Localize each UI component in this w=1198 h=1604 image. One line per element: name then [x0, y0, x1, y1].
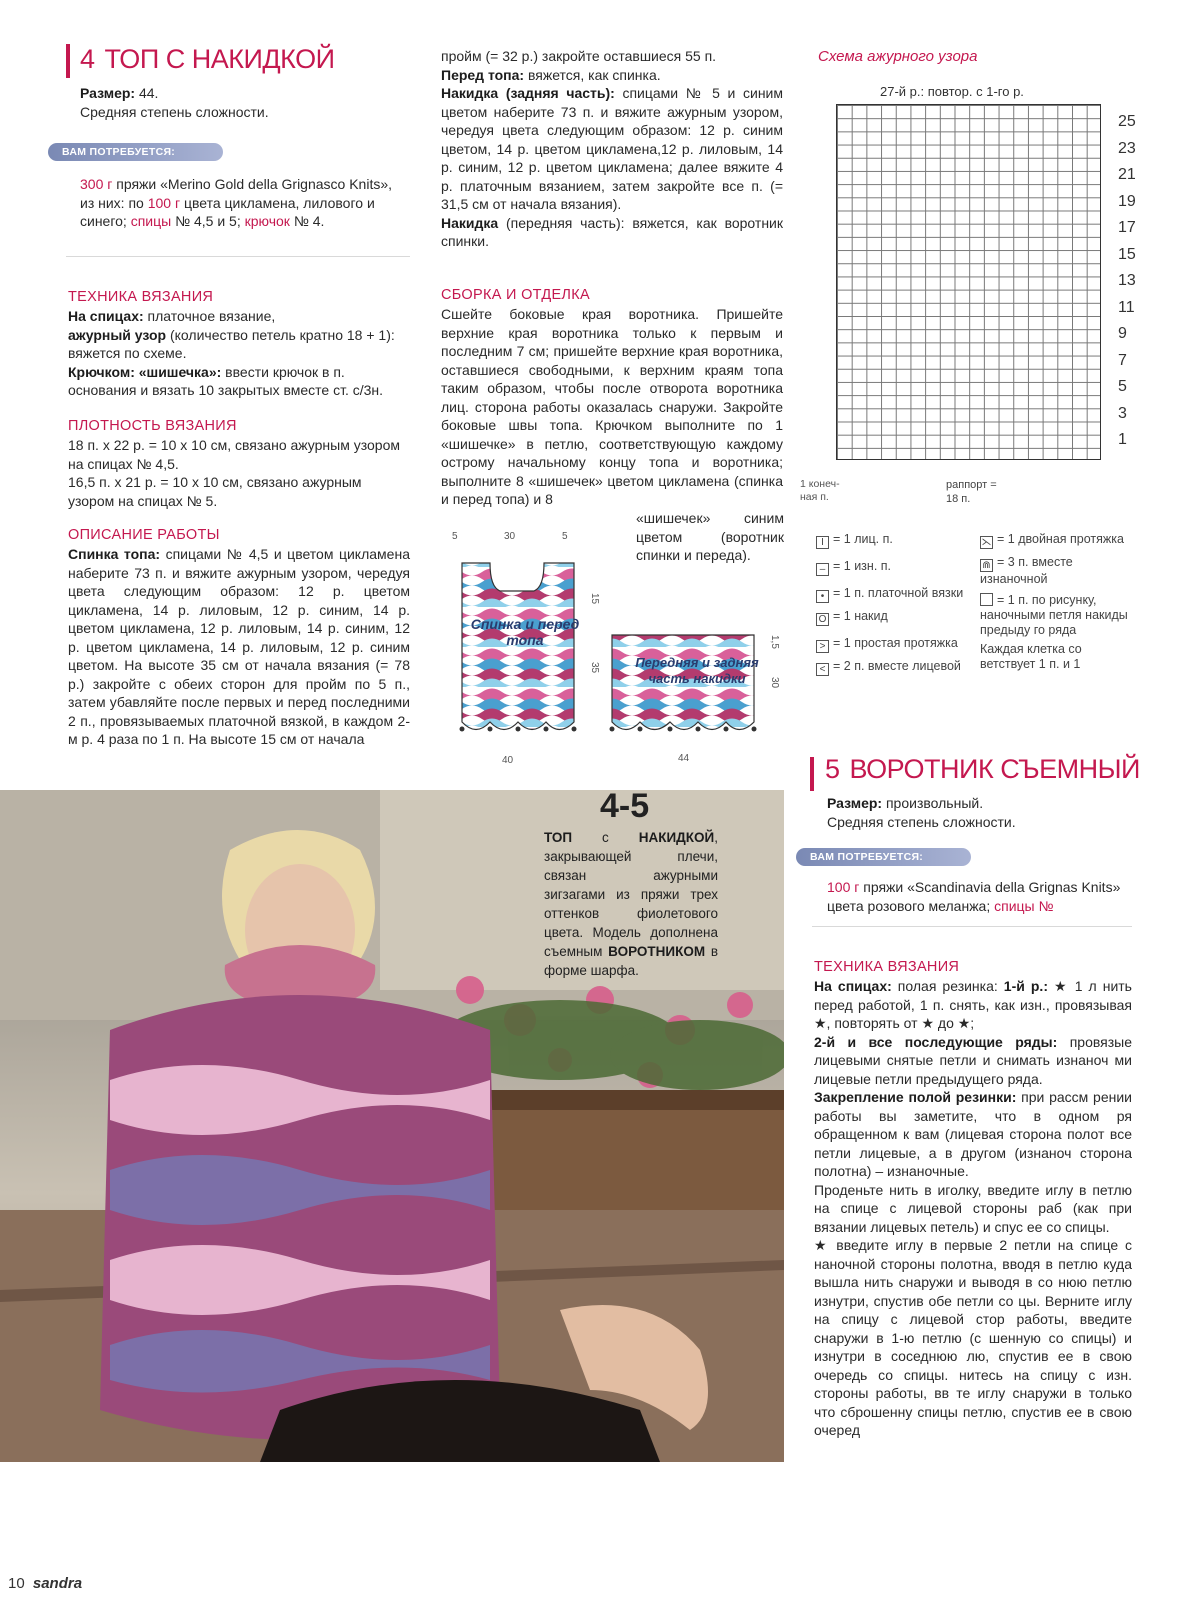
k2tog-icon: <	[816, 663, 829, 676]
chart-row-number: 15	[1118, 245, 1136, 263]
materials: 300 г пряжи «Merino Gold della Grignasco Knits», из них: по 100 г цвета цикламена, лилового и синего; спицы № 4,5 и 5; крючок № 4.	[80, 176, 393, 229]
divider-5	[812, 926, 1132, 927]
page-number: 10	[8, 1575, 25, 1592]
article5-size: Размер: произвольный. Средняя степень сложности.	[827, 795, 1016, 830]
chart-row-number: 21	[1118, 166, 1136, 183]
difficulty: Средняя степень сложности.	[80, 103, 269, 120]
article4-number: 4	[80, 44, 95, 74]
assembly-text: Сшейте боковые края воротника. Пришейте верхние края воротника только к первым и последним 7 см; пришейте верхние края воротника, оставшиеся свободными, к верхним краям топа таким образом, чтобы после отворота воротника лиц. сторона работы оказалась снаружи. Закройте боковые швы топа. Крючком выполните по 1 «шишечке» в петлю, соответствующую каждому острому начальному концу топа и воротника; выполните 8 «шишечек» цветом цикламена (спинка и перед топа) и 8	[441, 306, 783, 507]
article5-title: 5 ВОРОТНИК СЪЕМНЫЙ	[825, 754, 1140, 784]
schematic-label-right: Передняя и задняя часть накидки	[635, 655, 759, 686]
chart-row-number: 13	[1118, 272, 1136, 289]
chart-row-number: 25	[1118, 113, 1136, 130]
yarnover-symbol-icon: O	[816, 613, 829, 626]
p3tog-icon: ⋒	[980, 559, 993, 572]
dim-bottom-left: 40	[502, 755, 514, 766]
article5-tech-heading: ТЕХНИКА ВЯЗАНИЯ	[814, 959, 960, 975]
legend-right: ⋋ = 1 двойная протяжка ⋒ = 3 п. вместе изнаночной = 1 п. по рисунку, наночными петля накиды предыду го ряда Каждая клетка со ветствует 1 п. и 1	[980, 532, 1128, 671]
garment-schematic	[442, 527, 787, 772]
assembly-heading: СБОРКА И ОТДЕЛКА	[441, 287, 590, 303]
chart-row-number: 17	[1118, 219, 1136, 236]
need-badge: ВАМ ПОТРЕБУЕТСЯ:	[48, 143, 223, 161]
legend-left: I = 1 лиц. п. – = 1 изн. п. • = 1 п. платочной вязки O = 1 накид > = 1 простая протяжка < = 2 п. вместе лицевой	[816, 532, 966, 676]
chart-row-number: 1	[1118, 431, 1127, 448]
chart-title: Схема ажурного узора	[818, 48, 978, 65]
density-text: 18 п. х 22 р. = 10 х 10 см, связано ажурным узором на спицах № 4,5. 16,5 п. х 21 р. = 10 х 10 см, связано ажурным узором на спицах № 5.	[68, 437, 400, 509]
dim-bottom-right: 44	[678, 753, 690, 764]
assembly-end: «шишечек» синим цветом (воротник спинки и переда).	[636, 510, 784, 563]
tech-text: На спицах: платочное вязание, ажурный узор (количество петель кратно 18 + 1): вяжется по схеме. Крючком: «шишечка»: ввести крючок в п. основания и вязать 10 закрытых вместе ст. с/3н.	[68, 308, 395, 398]
chart-rapport: раппорт = 18 п.	[946, 479, 997, 505]
dim-right-top: 1,5	[769, 635, 780, 649]
dim-side-bottom: 35	[589, 662, 600, 674]
density-heading: ПЛОТНОСТЬ ВЯЗАНИЯ	[68, 418, 237, 434]
col2-text: пройм (= 32 р.) закройте оставшиеся 55 п. Перед топа: вяжется, как спинка. Накидка (задняя часть): спицами № 5 и синим цветом наберите 73 п. и вяжите ажурным узором, чередуя цвета следующим образом: 12 р. синим цветом, 14 р. цветом цикламена,12 р. лиловым, 14 р. синим, 12 р. цветом цикламена; далее вяжите 4 р. платочным вязанием, затем закройте все п. (= 31,5 см от начала вязания). Накидка (передняя часть): вяжется, как воротник спинки.	[441, 48, 783, 249]
article4-title-text: ТОП С НАКИДКОЙ	[104, 44, 335, 74]
chart-row-number: 5	[1118, 378, 1127, 395]
tech-heading: ТЕХНИКА ВЯЗАНИЯ	[68, 289, 214, 305]
size-value: 44.	[138, 85, 159, 101]
garter-symbol-icon: •	[816, 590, 829, 603]
divider	[66, 256, 410, 257]
dim-top-right: 5	[562, 531, 568, 542]
article4-size	[80, 84, 410, 121]
pattern-stitch-icon	[980, 593, 993, 606]
chart-repeat-note: 27-й р.: повтор. с 1-го р.	[880, 84, 1024, 99]
article5-tech-text: На спицах: полая резинка: 1-й р.: ★ 1 л нить перед работой, 1 п. снять, как изн., провязывая ★, повторять от ★ до ★; 2-й и все последующие ряды: провязые лицевыми снятые петли и снимать изнаноч ми лицевые петли предыдущего ряда. Закрепление полой резинки: при рассм рении работы вы заметите, что в одном ря обращенном к вам (лицевая сторона полот все петли лицевые, а в другом (изнаноч сторона полотна) – изнаночные. Проденьте нить в иголку, введите иглу в петлю на спице с лицевой стороны раб (как при вязании лицевых петель) и спус ее со спицы. ★ введите иглу в первые 2 петли на спице с наночной стороны полотна, вводя в петлю куда вышла нить снаружи и выводя в со нюю петлю изнутри, спустив обе петли со цы. Верните иглу на спицу с лицевой стор работы, введите снаружи в 1-ю петлю (с шенную со спицы) и изнутри в соседнюю лю, спустив ее в свою очередь со спицы. нитесь на спицу с изн. стороны работы, вв те иглу снаружи в только что сброшенну спицы петлю, спустив ее в свою очеред	[814, 978, 1132, 1438]
chart-row-number: 3	[1118, 404, 1127, 422]
desc-heading: ОПИСАНИЕ РАБОТЫ	[68, 527, 220, 543]
desc-text: Спинка топа: спицами № 4,5 и цветом цикламена наберите 73 п. и вяжите ажурным узором, чередуя цвета следующим образом: 12 р. цветом цикламена, 14 р. лиловым, 12 р. синим, 14 р. цветом цикламена, 12 р. лиловым, 14 р. синим, 12 р. цветом цикламена, 14 р. лиловым, 12 р. синим цветом. На высоте 35 см от начала вязания (= 78 р.) закройте с обеих сторон для пройм по 5 п., затем убавляйте после первых и перед последними 2 п., провязываемых платочной вязкой, в каждом 2-м р. 4 раза по 1 п. На высоте 15 см от начала	[68, 546, 410, 747]
title-bar	[66, 44, 70, 78]
knit-symbol-icon: I	[816, 536, 829, 549]
size-label: Размер:	[80, 85, 136, 101]
slip-decrease-icon: >	[816, 640, 829, 653]
footer	[8, 1575, 82, 1592]
chart-row-number: 19	[1118, 192, 1136, 210]
purl-symbol-icon: –	[816, 563, 829, 576]
article4-title	[80, 44, 334, 75]
chart-end-stitch: 1 конеч- ная п.	[800, 478, 840, 503]
magazine-brand: sandra	[32, 1575, 83, 1592]
lace-chart	[836, 104, 1101, 460]
dim-side-top: 15	[589, 593, 600, 605]
double-decrease-icon: ⋋	[981, 537, 992, 548]
dim-right: 30	[769, 677, 780, 689]
article5-materials: 100 г пряжи «Scandinavia della Grignas Knits» цвета розового меланжа; спицы №	[827, 879, 1121, 914]
caption-text: ТОП с НАКИДКОЙ, закрывающей плечи, связан ажурными зигзагами из пряжи трех оттенков фиолетового цвета. Модель дополнена съемным ВОРОТНИКОМ в форме шарфа.	[544, 830, 718, 978]
caption-number: 4-5	[600, 787, 650, 825]
chart-row-number: 9	[1118, 325, 1127, 342]
title-bar-5	[810, 757, 814, 791]
chart-row-number: 7	[1118, 351, 1127, 369]
dim-top-mid: 30	[504, 531, 516, 542]
schematic-label-left: Спинка и перед топа	[470, 616, 580, 648]
chart-row-number: 23	[1118, 139, 1136, 157]
dim-top-left: 5	[452, 531, 458, 542]
need-badge-5: ВАМ ПОТРЕБУЕТСЯ:	[796, 848, 971, 866]
chart-row-number: 11	[1118, 298, 1135, 316]
